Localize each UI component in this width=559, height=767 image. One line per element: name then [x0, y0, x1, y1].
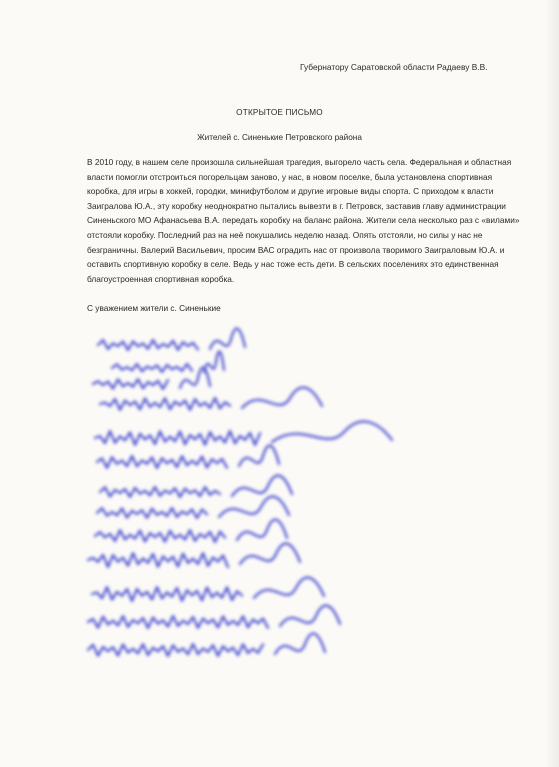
signature-line	[97, 456, 227, 468]
letter-body: В 2010 году, в нашем селе произошла сильнейшая трагедия, выгорело часть села. Федеральная и областная власти помогли отстроиться погорельцам заново, у нас, в новом поселке, была установлена спортивная коробка, для игры в хоккей, городки, минифутболом и другие игровые виды спорта. С приходом к власти Заигралова Ю.А., эту коробку неоднократно пытались вывезти в г. Петровск, заставив главу администрации Синеньского МО Афанасьева В.А. передать коробку на баланс района. Жители села несколько раз с «вилами» отстояли коробку. Последний раз на неё покушались неделю назад. Опять отстояли, но силы у нас не безграничны. Валерий Васильевич, просим ВАС оградить нас от произвола творимого Заиграловым Ю.А. и оставить спортивную коробку в селе. Ведь у нас тоже есть дети. В сельских поселениях это единственная благоустроенная спортивная коробка.	[87, 157, 520, 284]
signature-flourish	[219, 497, 289, 517]
signature-flourish	[237, 520, 287, 540]
signature-flourish	[204, 352, 224, 372]
signature-flourish	[254, 578, 324, 598]
signature-flourish	[280, 606, 340, 626]
addressee: Губернатору Саратовской области Радаеву В.В.	[300, 62, 488, 72]
signature-line	[92, 587, 242, 601]
signature-line	[93, 379, 168, 389]
signature-line	[97, 508, 207, 518]
closing-line: С уважением жители с. Синенькие	[87, 303, 221, 313]
signature-line	[95, 431, 260, 445]
signature-flourish	[275, 634, 325, 654]
signature-line	[88, 644, 263, 656]
signature-line	[88, 616, 268, 628]
signature-flourish	[242, 388, 322, 408]
signature-flourish	[239, 446, 279, 466]
letter-title: ОТКРЫТОЕ ПИСЬМО	[236, 108, 323, 117]
signature-line	[100, 398, 230, 410]
signature-line	[88, 553, 228, 567]
handwritten-signatures	[0, 315, 559, 675]
signature-flourish	[272, 422, 392, 442]
signature-line	[95, 530, 225, 542]
signature-line	[100, 487, 220, 497]
signature-line	[112, 364, 192, 372]
signature-line	[98, 340, 198, 350]
signature-flourish	[210, 329, 245, 349]
letter-subtitle: Жителей с. Синенькие Петровского района	[197, 133, 362, 142]
signature-flourish	[240, 544, 300, 564]
signature-flourish	[180, 368, 210, 388]
signature-flourish	[232, 476, 292, 496]
